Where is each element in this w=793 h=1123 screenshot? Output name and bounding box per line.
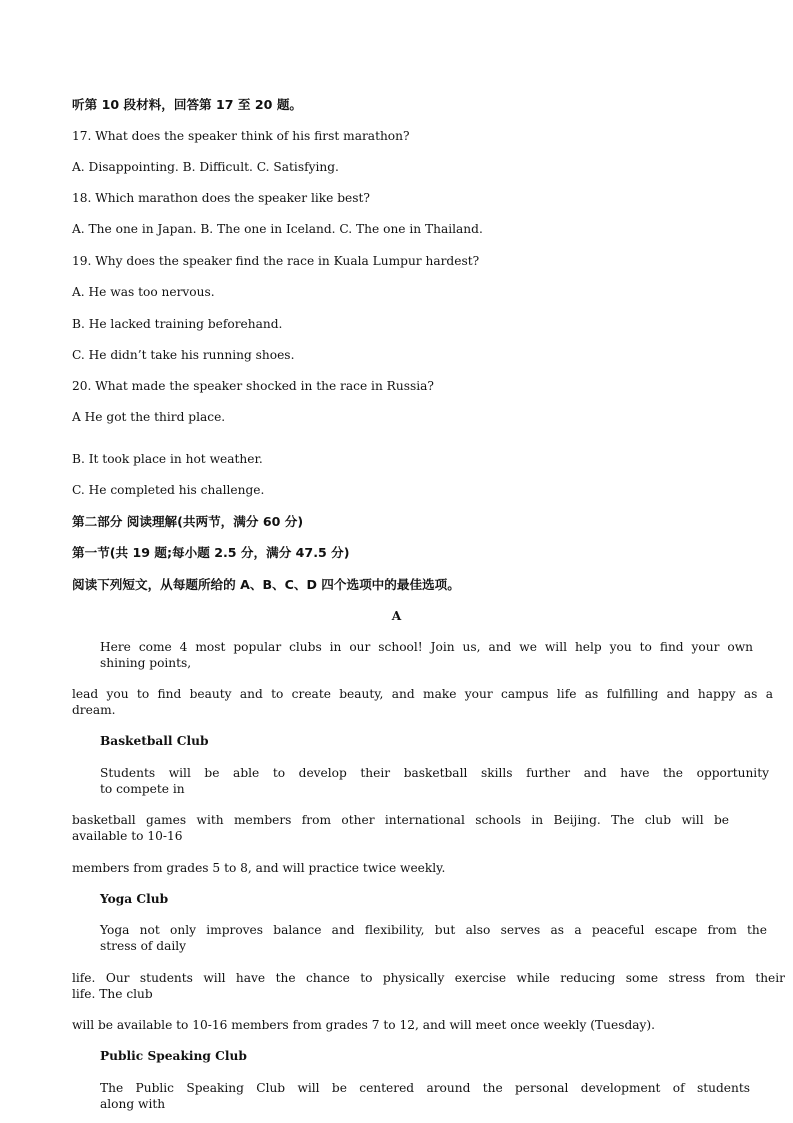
- yoga-line-3: life. Our students will have the chance to physically exercise while reducing some stress from their: [72, 971, 785, 985]
- basketball-line-2: to compete in: [100, 782, 185, 796]
- basketball-line-3: basketball games with members from other international schools in Beijing. The club will be: [72, 813, 729, 827]
- part-two-heading: 第二部分 阅读理解(共两节，满分 60 分): [72, 514, 304, 529]
- basketball-line-5: members from grades 5 to 8, and will practice twice weekly.: [72, 861, 446, 875]
- public-speaking-club-title: Public Speaking Club: [100, 1049, 247, 1063]
- listening-section-heading: 听第 10 段材料，回答第 17 至 20 题。: [72, 97, 303, 112]
- question-20-option-c: C. He completed his challenge.: [72, 483, 265, 497]
- basketball-club-title: Basketball Club: [100, 734, 209, 748]
- question-20: 20. What made the speaker shocked in the race in Russia?: [72, 379, 434, 393]
- yoga-club-title: Yoga Club: [100, 892, 169, 906]
- passage-label: A: [391, 609, 402, 623]
- public-speaking-line-2: along with: [100, 1097, 166, 1111]
- question-20-option-a: A He got the third place.: [72, 410, 226, 424]
- basketball-line-1: Students will be able to develop their basketball skills further and have the opportunity: [100, 766, 769, 780]
- intro-line-4: dream.: [72, 703, 116, 717]
- reading-instructions: 阅读下列短文，从每题所给的 A、B、C、D 四个选项中的最佳选项。: [72, 577, 460, 592]
- question-18-options: A. The one in Japan. B. The one in Iceland. C. The one in Thailand.: [72, 222, 483, 236]
- question-19-option-b: B. He lacked training beforehand.: [72, 317, 283, 331]
- question-19: 19. Why does the speaker find the race in Kuala Lumpur hardest?: [72, 254, 480, 268]
- yoga-line-5: will be available to 10-16 members from grades 7 to 12, and will meet once weekly (Tuesday).: [72, 1018, 656, 1032]
- yoga-line-4: life. The club: [72, 987, 153, 1001]
- question-17: 17. What does the speaker think of his first marathon?: [72, 129, 410, 143]
- yoga-line-2: stress of daily: [100, 939, 187, 953]
- yoga-line-1: Yoga not only improves balance and flexibility, but also serves as a peaceful escape from the: [100, 923, 767, 937]
- basketball-line-4: available to 10-16: [72, 829, 183, 843]
- section-one-heading: 第一节(共 19 题;每小题 2.5 分，满分 47.5 分): [72, 545, 350, 560]
- intro-line-2: shining points,: [100, 656, 192, 670]
- question-17-options: A. Disappointing. B. Difficult. C. Satisfying.: [72, 160, 339, 174]
- intro-line-3: lead you to find beauty and to create beauty, and make your campus life as fulfilling and happy as a: [72, 687, 773, 701]
- question-19-option-c: C. He didn’t take his running shoes.: [72, 348, 295, 362]
- public-speaking-line-1: The Public Speaking Club will be centered around the personal development of students: [100, 1081, 750, 1095]
- question-19-option-a: A. He was too nervous.: [72, 285, 215, 299]
- question-20-option-b: B. It took place in hot weather.: [72, 452, 263, 466]
- intro-line-1: Here come 4 most popular clubs in our school! Join us, and we will help you to find your own: [100, 640, 753, 654]
- question-18: 18. Which marathon does the speaker like best?: [72, 191, 370, 205]
